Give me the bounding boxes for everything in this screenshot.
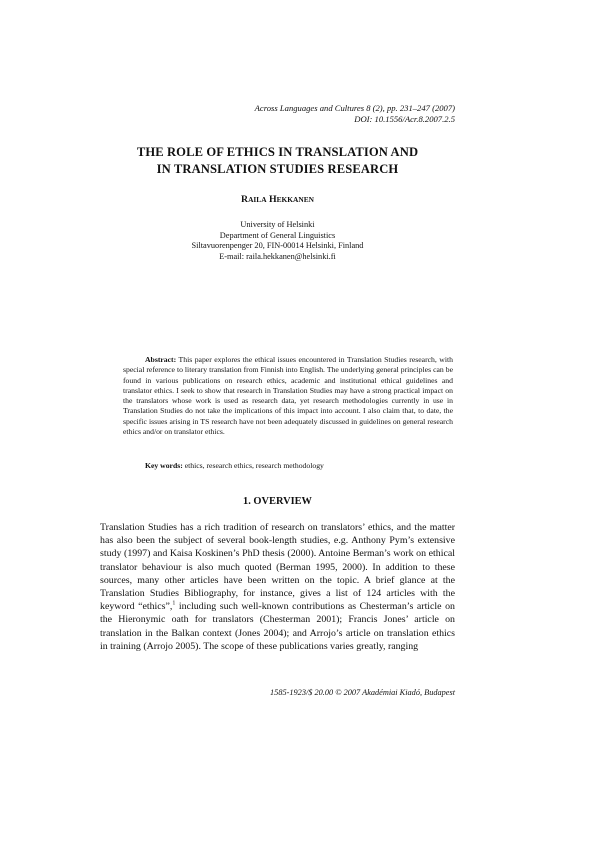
title-line-2: IN TRANSLATION STUDIES RESEARCH xyxy=(156,162,399,176)
affiliation-email: E-mail: raila.hekkanen@helsinki.fi xyxy=(219,251,336,261)
affiliation-address: Siltavuorenpenger 20, FIN-00014 Helsinki, Finland xyxy=(191,241,364,250)
author-affiliation xyxy=(100,220,455,262)
author-last-rest: EKKANEN xyxy=(276,195,314,204)
page-footer: 1585-1923/$ 20.00 © 2007 Akadémiai Kiadó, Budapest xyxy=(270,688,455,697)
journal-citation xyxy=(255,103,455,125)
author-first-initial: R xyxy=(240,194,249,205)
journal-line: Across Languages and Cultures 8 (2), pp. 231–247 (2007) xyxy=(254,103,455,113)
body-text-part-1: Translation Studies has a rich tradition of research on translators’ ethics, and the matter has also been the subject of several book-length studies, e.g. Anthony Pym’s extensive study (1997) and Kaisa Koskinen’s PhD thesis (2000). Antoine Berman’s work on ethical translator behaviour is also much quoted (Berman 1995, 2000). In addition to these sources, many other articles have been written on the topic. A brief glance at the Translation Studies Bibliography, for instance, gives a list of 124 articles with the keyword “ethics”, xyxy=(100,522,455,613)
paper-title xyxy=(100,144,455,178)
author-last-initial: H xyxy=(269,194,277,205)
abstract-label: Abstract: xyxy=(145,355,177,364)
affiliation-department: Department of General Linguistics xyxy=(219,230,336,240)
abstract xyxy=(123,355,453,437)
author-name xyxy=(100,194,455,205)
keywords-label: Key words: xyxy=(145,461,183,470)
keywords xyxy=(123,461,453,470)
abstract-text: This paper explores the ethical issues encountered in Translation Studies research, with special reference to literary translation from Finnish into English. The underlying general principles can be found in various publications on research ethics, academic and institutional ethical guidelines and translator ethics. I seek to show that research in Translation Studies may have a strong practical impact on the translators whose work is used as research data, yet research methodologies currently in use in Translation Studies do not take the implications of this impact into account. I also claim that, to date, the specific issues arising in TS research have not been adequately discussed in guidelines on general research ethics and/or on translator ethics. xyxy=(123,355,453,437)
doi-line: DOI: 10.1556/Acr.8.2007.2.5 xyxy=(354,114,455,124)
title-line-1: THE ROLE OF ETHICS IN TRANSLATION AND xyxy=(136,145,419,159)
body-paragraph xyxy=(100,521,455,653)
keywords-text: ethics, research ethics, research methodology xyxy=(184,461,324,470)
footnote-marker[interactable]: 1 xyxy=(172,600,176,607)
affiliation-university: University of Helsinki xyxy=(240,220,315,229)
body-text-part-2: including such well-known contributions as Chesterman’s article on the Hieronymic oath for translators (Chesterman 2001); Francis Jones’ article on translation in the Balkan context (Jones 2004); and Arrojo’s article on translation ethics in training (Arrojo 2005). The scope of these publications varies greatly, ranging xyxy=(100,601,455,652)
author-first-rest: AILA xyxy=(248,195,267,204)
section-heading: 1. OVERVIEW xyxy=(243,496,312,507)
